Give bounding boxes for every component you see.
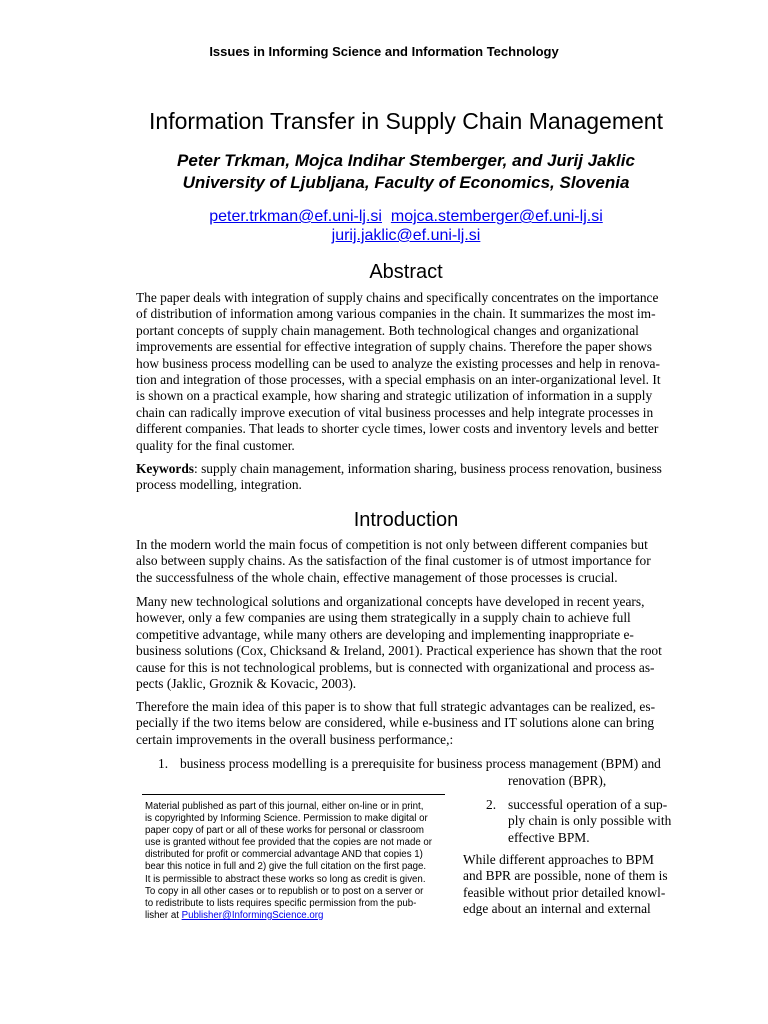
text-line: successful operation of a sup-	[508, 797, 668, 812]
email-link-jaklic[interactable]: jurij.jaklic@ef.uni-lj.si	[331, 227, 481, 244]
footnote-line: lisher at	[145, 909, 182, 921]
text-line: While different approaches to BPM	[463, 852, 654, 867]
list-item-2	[508, 797, 680, 846]
text-line: ply chain is only possible with	[508, 813, 672, 829]
text-line: edge about an internal and external	[463, 901, 651, 917]
text-line: The paper deals with integration of supply chains and specifically concentrates on the importance	[136, 290, 659, 305]
text-line: competitive advantage, while many others are developing and implementing inappropriate e-	[136, 626, 634, 642]
text-line: is shown on a practical example, how sharing and strategic utilization of information in a supply	[136, 388, 653, 404]
intro-paragraph-2	[136, 594, 678, 692]
email-link-trkman[interactable]: peter.trkman@ef.uni-lj.si	[209, 208, 382, 225]
text-line: portant concepts of supply chain management. Both technological changes and organizational	[136, 322, 639, 338]
footnote-line: To copy in all other cases or to republish or to post on a server or	[145, 885, 424, 897]
copyright-footnote	[145, 801, 443, 922]
footnote-line: is copyrighted by Informing Science. Permission to make digital or	[145, 813, 428, 825]
author-block	[0, 150, 768, 194]
text-line: of distribution of information among various companies in the chain. It summarizes the most im-	[136, 306, 656, 322]
text-line: the successfulness of the whole chain, effective management of those processes is crucial.	[136, 569, 618, 585]
text-line: improvements are essential for effective integration of supply chains. Therefore the paper shows	[136, 339, 652, 355]
footnote-line: Material published as part of this journal, either on-line or in print,	[145, 801, 424, 812]
text-line: how business process modelling can be used to analyze the existing processes and help in renova-	[136, 355, 660, 371]
text-line: tion and integration of those processes, with a special emphasis on an inter-organizational level. It	[136, 372, 661, 388]
intro-paragraph-3	[136, 699, 678, 748]
text-line: pects (Jaklic, Groznik & Kovacic, 2003).	[136, 676, 357, 692]
keywords-block	[136, 461, 678, 494]
text-line: Many new technological solutions and organizational concepts have developed in recent years,	[136, 594, 645, 609]
footnote-line: bear this notice in full and 2) give the full citation on the first page.	[145, 861, 427, 873]
affiliation: University of Ljubljana, Faculty of Economics, Slovenia	[182, 173, 630, 192]
email-link-stemberger[interactable]: mojca.stemberger@ef.uni-lj.si	[390, 208, 603, 225]
footnote-line: use is granted without fee provided that the copies are not made or	[145, 837, 433, 849]
abstract-heading: Abstract	[369, 261, 443, 283]
email-block	[0, 207, 768, 245]
text-line: and BPR are possible, none of them is	[463, 868, 668, 884]
list-item-1-line2: renovation (BPR),	[508, 773, 607, 788]
publisher-email-link[interactable]: Publisher@InformingScience.org	[181, 909, 324, 921]
keywords-text: : supply chain management, information sharing, business process renovation, business	[194, 461, 662, 476]
text-line: cause for this is not technological problems, but is connected with organizational and process as-	[136, 659, 655, 675]
text-line: Therefore the main idea of this paper is to show that full strategic advantages can be realized, es-	[136, 699, 656, 714]
text-line: business solutions (Cox, Chicksand & Ireland, 2001). Practical experience has shown that the root	[136, 643, 662, 659]
journal-header: Issues in Informing Science and Information Technology	[209, 44, 559, 59]
intro-paragraph-1	[136, 537, 678, 586]
paper-title: Information Transfer in Supply Chain Management	[149, 108, 663, 134]
text-line: effective BPM.	[508, 829, 590, 845]
text-line: quality for the final customer.	[136, 437, 295, 453]
intro-paragraph-4	[463, 852, 679, 918]
abstract-body	[136, 290, 678, 454]
footnote-line: to redistribute to lists requires specific permission from the pub-	[145, 897, 417, 909]
footnote-line: paper copy of part or all of these works for personal or classroom	[145, 825, 424, 837]
keywords-label: Keywords	[136, 461, 195, 476]
list-number-2: 2.	[486, 797, 497, 812]
text-line: feasible without prior detailed knowl-	[463, 884, 666, 900]
introduction-heading: Introduction	[353, 509, 459, 531]
footnote-divider	[142, 794, 445, 795]
text-line: certain improvements in the overall business performance,:	[136, 731, 454, 747]
text-line: also between supply chains. As the satisfaction of the final customer is of utmost importance for	[136, 553, 651, 569]
footnote-line: It is permissible to abstract these works so long as credit is given.	[145, 873, 426, 885]
text-line: however, only a few companies are using them strategically in a supply chain to achieve full	[136, 610, 631, 626]
list-item-1-line1: business process modelling is a prerequisite for business process management (BPM) and	[180, 756, 661, 771]
text-line: different companies. That leads to shorter cycle times, lower costs and inventory levels and better	[136, 421, 659, 437]
keywords-text-cont: process modelling, integration.	[136, 477, 302, 493]
list-number-1: 1.	[158, 756, 169, 771]
authors: Peter Trkman, Mojca Indihar Stemberger, and Jurij Jaklic	[177, 151, 635, 170]
text-line: In the modern world the main focus of competition is not only between different companies but	[136, 537, 648, 552]
footnote-line: distributed for profit or commercial advantage AND that copies 1)	[145, 849, 423, 861]
text-line: pecially if the two items below are considered, while e-business and IT solutions alone can bring	[136, 715, 655, 731]
text-line: chain can radically improve execution of vital business processes and help integrate processes in	[136, 404, 654, 420]
